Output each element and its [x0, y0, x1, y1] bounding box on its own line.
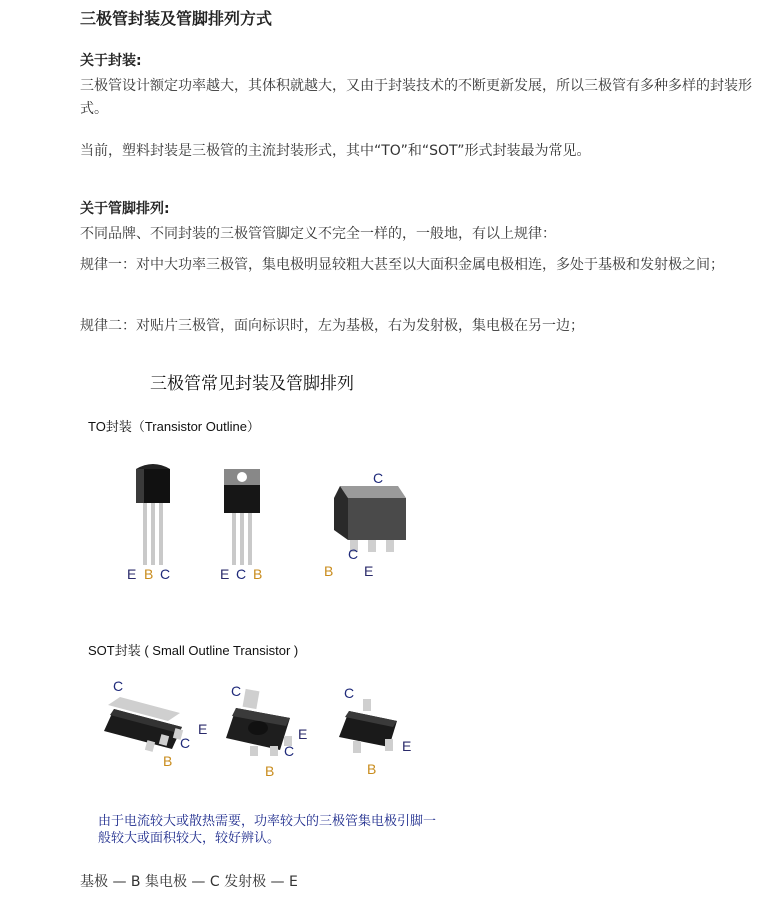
to252-transistor-image [320, 478, 410, 563]
pin-heading: 关于管脚排列: [80, 201, 170, 217]
sot223-transistor-image [100, 683, 200, 763]
to252-pin-label: C [373, 470, 384, 486]
to92-pin-label: C [160, 566, 171, 582]
package-paragraph-1: 三极管设计额定功率越大，其体积就越大，又由于封装技术的不断更新发展，所以三极管有多种多样的封装形式。 [80, 78, 752, 117]
sot223-pin-label: C [113, 678, 124, 694]
to92-pin-label: B [144, 566, 154, 582]
pin-legend: 基极 — B 集电极 — C 发射极 — E [80, 874, 298, 890]
sot89-pin-label: B [265, 763, 275, 779]
page-title: 三极管封装及管脚排列方式 [80, 9, 273, 28]
sot23-pin-label: C [344, 685, 355, 701]
sot23-pin-label: E [402, 738, 412, 754]
sot89-pin-label: C [284, 743, 295, 759]
sot89-pin-label: C [231, 683, 242, 699]
pin-rule-1: 规律一：对中大功率三极管，集电极明显较粗大甚至以大面积金属电极相连，多处于基极和发射极之间； [80, 257, 724, 273]
sot89-transistor-image [220, 688, 310, 763]
figure-title: 三极管常见封装及管脚排列 [150, 374, 354, 394]
sot23-pin-label: B [367, 761, 377, 777]
to126-transistor-image [220, 463, 270, 573]
package-paragraph-2: 当前，塑料封装是三极管的主流封装形式，其中“TO”和“SOT”形式封装最为常见。 [80, 143, 591, 159]
to252-pin-label: B [324, 563, 334, 579]
to-package-label: TO封装（Transistor Outline） [88, 419, 260, 434]
figure-note: 由于电流较大或散热需要，功率较大的三极管集电极引脚一般较大或面积较大，较好辨认。 [98, 814, 437, 846]
to126-pin-label: E [220, 566, 230, 582]
sot223-pin-label: C [180, 735, 191, 751]
to92-pin-label: E [127, 566, 137, 582]
sot89-pin-label: E [298, 726, 308, 742]
pin-rule-2: 规律二：对贴片三极管，面向标识时，左为基极，右为发射极，集电极在另一边； [80, 318, 584, 334]
sot223-pin-label: E [198, 721, 208, 737]
to252-pin-label: C [348, 546, 359, 562]
sot223-pin-label: B [163, 753, 173, 769]
pin-paragraph-1: 不同品牌、不同封装的三极管管脚定义不完全一样的，一般地，有以上规律： [80, 226, 556, 242]
sot-package-label: SOT封装 ( Small Outline Transistor ) [88, 643, 299, 658]
to126-pin-label: B [253, 566, 263, 582]
to252-pin-label: E [364, 563, 374, 579]
package-heading: 关于封装: [80, 53, 142, 69]
to126-pin-label: C [236, 566, 247, 582]
package-figure [80, 363, 440, 863]
to92-transistor-image [130, 463, 180, 573]
